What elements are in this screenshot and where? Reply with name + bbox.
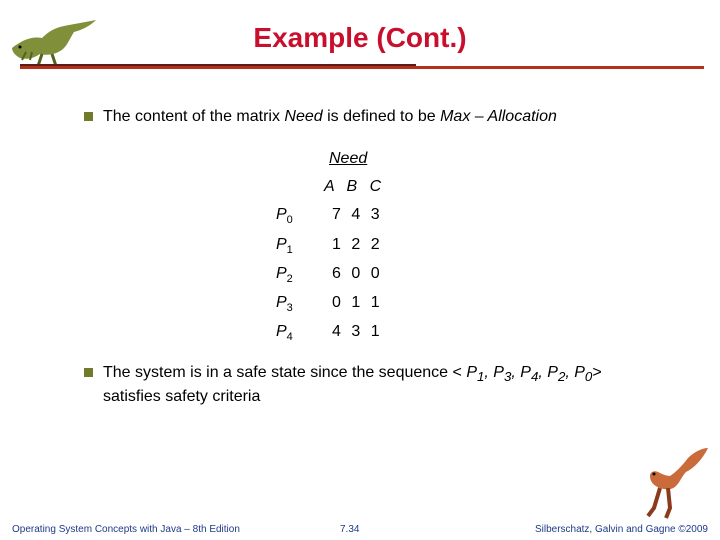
safe-sequence: $P_1$, $P_3$, $P_4$, $P_2$, $P_0$	[466, 364, 593, 385]
footer-book-title: Operating System Concepts with Java – 8th Edition	[12, 524, 240, 535]
process-label: $P_2$	[276, 265, 293, 286]
bullet-text-middle: is defined to be	[322, 108, 441, 125]
process-label: $P_3$	[276, 294, 293, 315]
process-label: $P_1$	[276, 236, 293, 257]
matrix-header: Need	[329, 150, 368, 167]
process-label: $P_4$	[276, 323, 293, 344]
matrix-row	[0, 323, 720, 345]
bullet-text-line2: satisfies safety criteria	[103, 388, 261, 406]
matrix-row	[0, 265, 720, 287]
footer-page-number: 7.34	[340, 524, 360, 535]
bullet-square-icon	[84, 112, 93, 121]
bullet-text	[103, 107, 557, 127]
bullet-text-end: >	[592, 364, 602, 381]
matrix-columns: A B C	[324, 178, 386, 195]
bullet-text-prefix: The content of the matrix	[103, 108, 285, 125]
footer-authors: Silberschatz, Galvin and Gagne ©2009	[534, 524, 708, 535]
need-word: Need	[284, 108, 323, 125]
need-values: 7 4 3	[332, 206, 383, 223]
bullet-text-start: The system is in a safe state since the sequence <	[103, 364, 467, 381]
need-values: 4 3 1	[332, 323, 383, 340]
title-underline	[20, 66, 704, 69]
need-values: 1 2 2	[332, 236, 383, 253]
bullet-need-definition	[84, 107, 684, 129]
bullet-text	[103, 363, 663, 407]
bullet-square-icon	[84, 368, 93, 377]
bullet-safe-state	[84, 363, 684, 407]
matrix-row	[0, 236, 720, 258]
formula: Max – Allocation	[440, 108, 557, 125]
dinosaur-logo-bottom-icon	[636, 442, 712, 524]
matrix-row	[0, 294, 720, 316]
need-values: 0 1 1	[332, 294, 383, 311]
slide-title: Example (Cont.)	[253, 22, 467, 53]
matrix-row	[0, 206, 720, 228]
process-label: $P_0$	[276, 206, 293, 227]
need-values: 6 0 0	[332, 265, 383, 282]
